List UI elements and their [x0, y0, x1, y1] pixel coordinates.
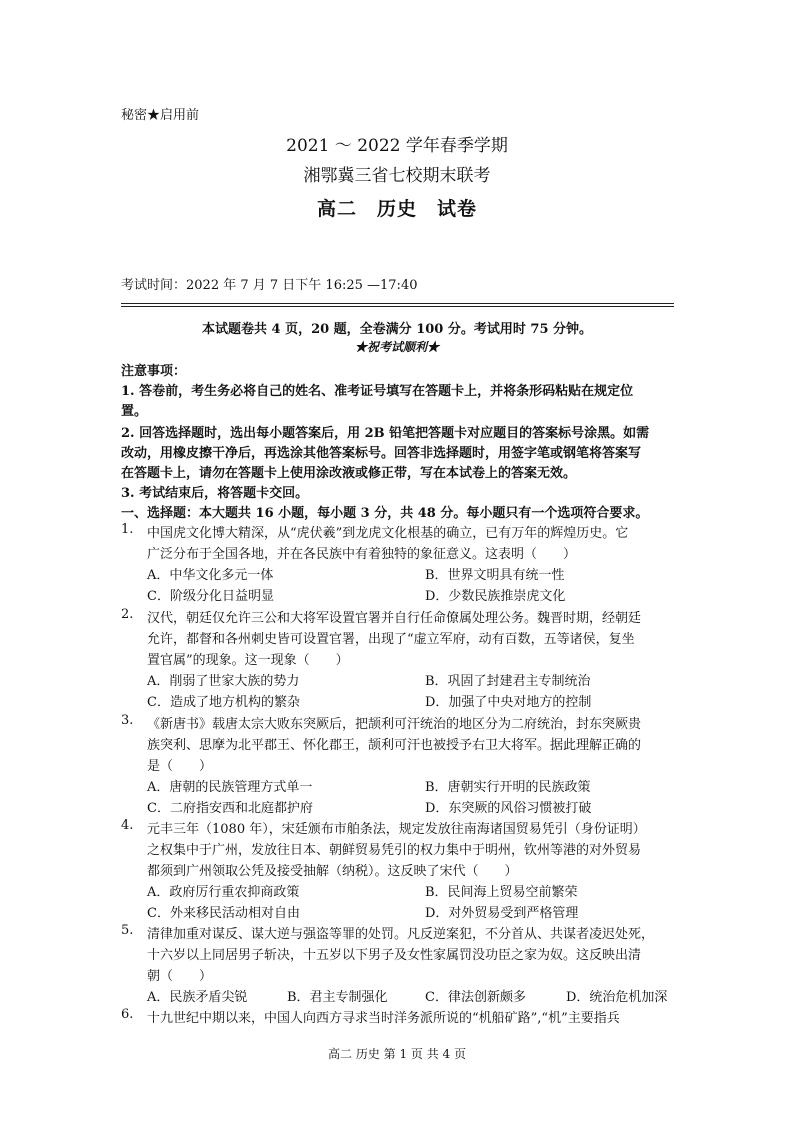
instruction-line: 置。 [121, 404, 148, 419]
header-divider-bottom [121, 306, 674, 307]
question-number: 2. [121, 607, 134, 622]
question-text: 十六岁以上同居男子斩决，十五岁以下男子及女性家属罚没功臣之家为奴。这反映出清 [147, 948, 642, 963]
exam-year-title: 2021 ～ 2022 学年春季学期 [286, 136, 508, 156]
good-luck-notice: ★祝考试顺利★ [354, 340, 439, 354]
question-text: 都须到广州领取公凭及接受抽解（纳税）。这反映了宋代（ ） [147, 864, 518, 879]
option-d: D．统治危机加深 [566, 990, 668, 1005]
question-text: 朝（ ） [147, 969, 213, 984]
question-number: 5. [121, 923, 134, 938]
exam-name-title: 湘鄂冀三省七校期末联考 [303, 166, 491, 186]
option-c: C．二府指安西和北庭都护府 [147, 801, 313, 816]
question-text: 《新唐书》载唐太宗大败东突厥后，把颉利可汗统治的地区分为二府统治，封东突厥贵 [147, 717, 642, 732]
option-d: D．东突厥的风俗习惯被打破 [425, 801, 592, 816]
option-a: A．民族矛盾尖锐 [147, 990, 248, 1005]
instruction-line: 3. 考试结束后，将答题卡交回。 [121, 486, 309, 501]
header-divider-top [121, 303, 674, 304]
instructions-heading: 注意事项： [121, 364, 187, 379]
question-text: 之权集中于广州，发放往日本、朝鲜贸易凭引的权力集中于明州，钦州等港的对外贸易 [147, 843, 642, 858]
question-text: 清律加重对谋反、谋大逆与强盗等罪的处罚。凡反逆案犯，不分首从、共谋者凌迟处死， [147, 927, 655, 942]
subject-title: 高二 历史 试卷 [316, 198, 477, 220]
option-a: A．削弱了世家大族的势力 [147, 674, 300, 689]
section-heading: 一、选择题：本大题共 16 小题，每小题 3 分，共 48 分。每小题只有一个选项符合要求。 [121, 506, 649, 521]
option-a: A．政府厉行重农抑商政策 [147, 885, 300, 900]
instruction-line: 2. 回答选择题时，选出每小题答案后，用 2B 铅笔把答题卡对应题目的答案标号涂黑。如需 [121, 426, 650, 441]
question-text: 族突利、思摩为北平郡王、怀化郡王，颉利可汗也被授予右卫大将军。据此理解正确的 [147, 738, 642, 753]
option-d: D．加强了中央对地方的控制 [425, 695, 592, 710]
option-a: A．唐朝的民族管理方式单一 [147, 780, 313, 795]
option-b: B．唐朝实行开明的民族政策 [425, 780, 591, 795]
question-number: 1. [121, 522, 134, 537]
question-text: 是（ ） [147, 759, 213, 774]
option-b: B．世界文明具有统一性 [425, 568, 565, 583]
question-text: 广泛分布于全国各地，并在各民族中有着独特的象征意义。这表明（ ） [147, 547, 577, 562]
option-b: B．君主专制强化 [287, 990, 388, 1005]
confidential-label: 秘密★启用前 [121, 108, 200, 123]
option-a: A．中华文化多元一体 [147, 568, 274, 583]
question-text: 汉代，朝廷仅允许三公和大将军设置官署并自行任命僚属处理公务。魏晋时期，经朝廷 [147, 611, 642, 626]
option-c: C．造成了地方机构的繁杂 [147, 695, 300, 710]
page-footer: 高二 历史 第 1 页 共 4 页 [328, 1047, 466, 1061]
option-c: C．外来移民活动相对自由 [147, 906, 300, 921]
option-b: B．巩固了封建君主专制统治 [425, 674, 591, 689]
question-number: 4. [121, 818, 134, 833]
exam-notice: 本试题卷共 4 页，20 题，全卷满分 100 分。考试用时 75 分钟。 [201, 322, 593, 337]
option-c: C．阶级分化日益明显 [147, 589, 274, 604]
exam-time: 考试时间：2022 年 7 月 7 日下午 16:25 —17:40 [121, 278, 418, 293]
instruction-line: 改动，用橡皮擦干净后，再选涂其他答案标号。回答非选择题时，用签字笔或钢笔将答案写 [121, 446, 642, 461]
question-text: 置官属”的现象。这一现象（ ） [147, 653, 349, 668]
question-number: 3. [121, 713, 134, 728]
question-number: 6. [121, 1007, 134, 1022]
question-text: 元丰三年（1080 年），宋廷颁布市舶条法，规定发放往南海诸国贸易凭引（身份证明） [147, 822, 646, 837]
option-d: D．少数民族推崇虎文化 [425, 589, 566, 604]
option-b: B．民间海上贸易空前繁荣 [425, 885, 578, 900]
instruction-line: 1. 答卷前，考生务必将自己的姓名、准考证号填写在答题卡上，并将条形码粘贴在规定位 [121, 384, 634, 399]
option-c: C．律法创新颇多 [425, 990, 526, 1005]
question-text: 中国虎文化博大精深，从“虎伏羲”到龙虎文化根基的确立，已有万年的辉煌历史。它 [147, 526, 629, 541]
question-text: 允许，都督和各州刺史皆可设置官署，出现了“虚立军府，动有百数，五等诸侯，复坐 [147, 632, 635, 647]
instruction-line: 在答题卡上，请勿在答题卡上使用涂改液或修正带，写在本试卷上的答案无效。 [121, 466, 577, 481]
option-d: D．对外贸易受到严格管理 [425, 906, 579, 921]
question-text: 十九世纪中期以来，中国人向西方寻求当时洋务派所说的“机船矿路”,“机”主要指兵 [147, 1011, 620, 1026]
